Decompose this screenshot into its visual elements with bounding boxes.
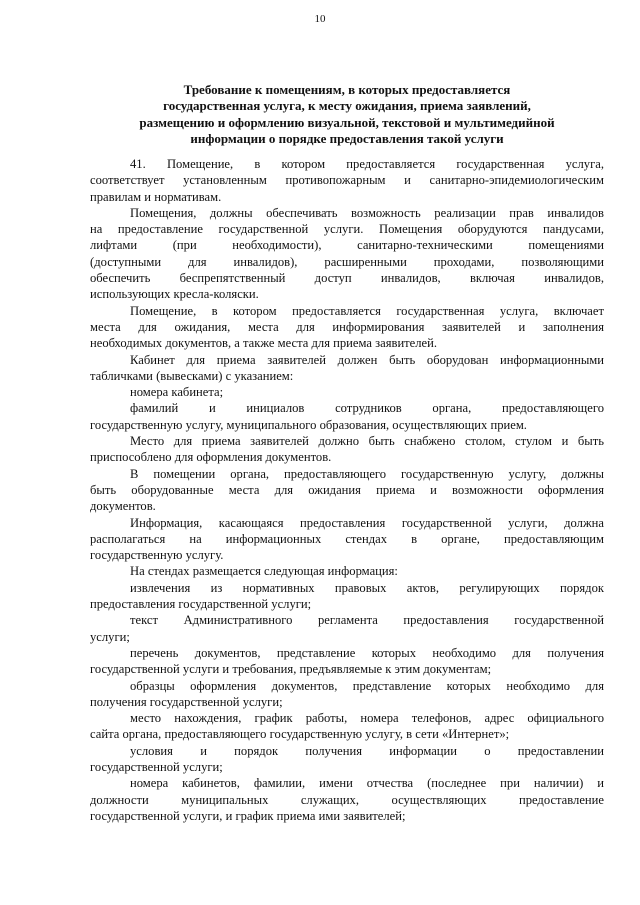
paragraph-line: государственной услуги; bbox=[90, 759, 223, 774]
paragraph-line: 41. Помещение, в котором предоставляется государственная услуга, bbox=[130, 157, 604, 171]
heading-line: размещению и оформлению визуальной, текстовой и мультимедийной bbox=[139, 114, 555, 130]
section-heading bbox=[90, 82, 604, 147]
paragraph-line: Место для приема заявителей должно быть снабжено столом, стулом и быть bbox=[130, 434, 604, 449]
paragraph-line: государственной услуги, и график приема ими заявителей; bbox=[90, 808, 406, 823]
paragraph bbox=[90, 384, 604, 400]
heading-line: информации о порядке предоставления такой услуги bbox=[190, 130, 504, 146]
paragraph-line: необходимых документов, а также места для приема заявителей. bbox=[90, 336, 438, 351]
paragraph bbox=[90, 466, 604, 515]
paragraph-line: документов. bbox=[90, 499, 156, 514]
paragraph bbox=[90, 743, 604, 776]
paragraph bbox=[90, 678, 604, 711]
paragraph bbox=[90, 775, 604, 824]
paragraph-line: места для ожидания, места для информирования заявителей и заполнения bbox=[90, 319, 604, 334]
paragraph bbox=[90, 645, 604, 678]
paragraph-line: государственной услуги и требования, предъявляемые к этим документам; bbox=[90, 662, 492, 677]
paragraph bbox=[90, 352, 604, 385]
paragraph-line: текст Административного регламента предоставления государственной bbox=[130, 613, 604, 628]
paragraph-line: номера кабинета; bbox=[130, 385, 224, 400]
paragraph bbox=[90, 205, 604, 303]
paragraph bbox=[90, 515, 604, 564]
paragraph-line: государственную услугу, муниципального образования, осуществляющих прием. bbox=[90, 417, 527, 432]
paragraph-line: номера кабинетов, фамилии, имени отчества (последнее при наличии) и bbox=[130, 776, 604, 791]
paragraph-line: табличками (вывесками) с указанием: bbox=[90, 368, 294, 383]
paragraph-line: (доступными для инвалидов), расширенными проходами, позволяющими bbox=[90, 254, 604, 269]
paragraph-line: условия и порядок получения информации о предоставлении bbox=[130, 743, 604, 758]
page-number: 10 bbox=[314, 13, 326, 25]
paragraph bbox=[90, 400, 604, 433]
paragraph bbox=[90, 580, 604, 613]
paragraph-line: располагаться на информационных стендах в органе, предоставляющим bbox=[90, 531, 604, 546]
paragraph-line: быть оборудованные места для ожидания приема и возможности оформления bbox=[90, 482, 604, 497]
paragraph-line: получения государственной услуги; bbox=[90, 694, 283, 709]
paragraph-line: Помещение, в котором предоставляется государственная услуга, включает bbox=[130, 303, 604, 318]
paragraph bbox=[90, 710, 604, 743]
paragraph-line: сайта органа, предоставляющего государственную услугу, в сети «Интернет»; bbox=[90, 727, 510, 742]
paragraph-line: государственную услугу. bbox=[90, 548, 224, 563]
paragraph-line: предоставления государственной услуги; bbox=[90, 597, 312, 612]
paragraph-line: извлечения из нормативных правовых актов, регулирующих порядок bbox=[130, 580, 604, 595]
paragraph bbox=[90, 433, 604, 466]
paragraph-line: Кабинет для приема заявителей должен быть оборудован информационными bbox=[130, 352, 604, 367]
paragraph-line: лифтами (при необходимости), санитарно-техническими помещениями bbox=[90, 238, 604, 253]
paragraph-line: место нахождения, график работы, номера телефонов, адрес официального bbox=[130, 711, 604, 726]
paragraph-line: На стендах размещается следующая информация: bbox=[130, 564, 398, 579]
paragraph-line: В помещении органа, предоставляющего государственную услугу, должны bbox=[130, 466, 604, 481]
paragraph-line: должности муниципальных служащих, осуществляющих предоставление bbox=[90, 792, 604, 807]
paragraph-line: приспособлено для оформления документов. bbox=[90, 450, 332, 465]
paragraph-line: соответствует установленным противопожарным и санитарно-эпидемиологическим bbox=[90, 173, 604, 188]
document-body bbox=[90, 156, 604, 824]
paragraph-line: фамилий и инициалов сотрудников органа, предоставляющего bbox=[130, 401, 604, 416]
paragraph-line: правилам и нормативам. bbox=[90, 189, 222, 204]
heading-line: государственная услуга, к месту ожидания, приема заявлений, bbox=[163, 98, 531, 114]
paragraph-line: образцы оформления документов, представление которых необходимо для bbox=[130, 678, 604, 693]
paragraph-line: на предоставление государственной услуги. Помещения оборудуются пандусами, bbox=[90, 222, 604, 237]
paragraph-line: перечень документов, представление которых необходимо для получения bbox=[130, 645, 604, 660]
paragraph bbox=[90, 156, 604, 205]
paragraph bbox=[90, 563, 604, 579]
paragraph bbox=[90, 612, 604, 645]
paragraph-line: Помещения, должны обеспечивать возможность реализации прав инвалидов bbox=[130, 205, 604, 220]
paragraph-line: услуги; bbox=[90, 629, 130, 644]
paragraph-line: Информация, касающаяся предоставления государственной услуги, должна bbox=[130, 515, 604, 530]
paragraph bbox=[90, 303, 604, 352]
paragraph-line: использующих кресла-коляски. bbox=[90, 287, 259, 302]
paragraph-line: обеспечить беспрепятственный доступ инвалидов, включая инвалидов, bbox=[90, 271, 604, 286]
heading-line: Требование к помещениям, в которых предоставляется bbox=[183, 82, 511, 97]
